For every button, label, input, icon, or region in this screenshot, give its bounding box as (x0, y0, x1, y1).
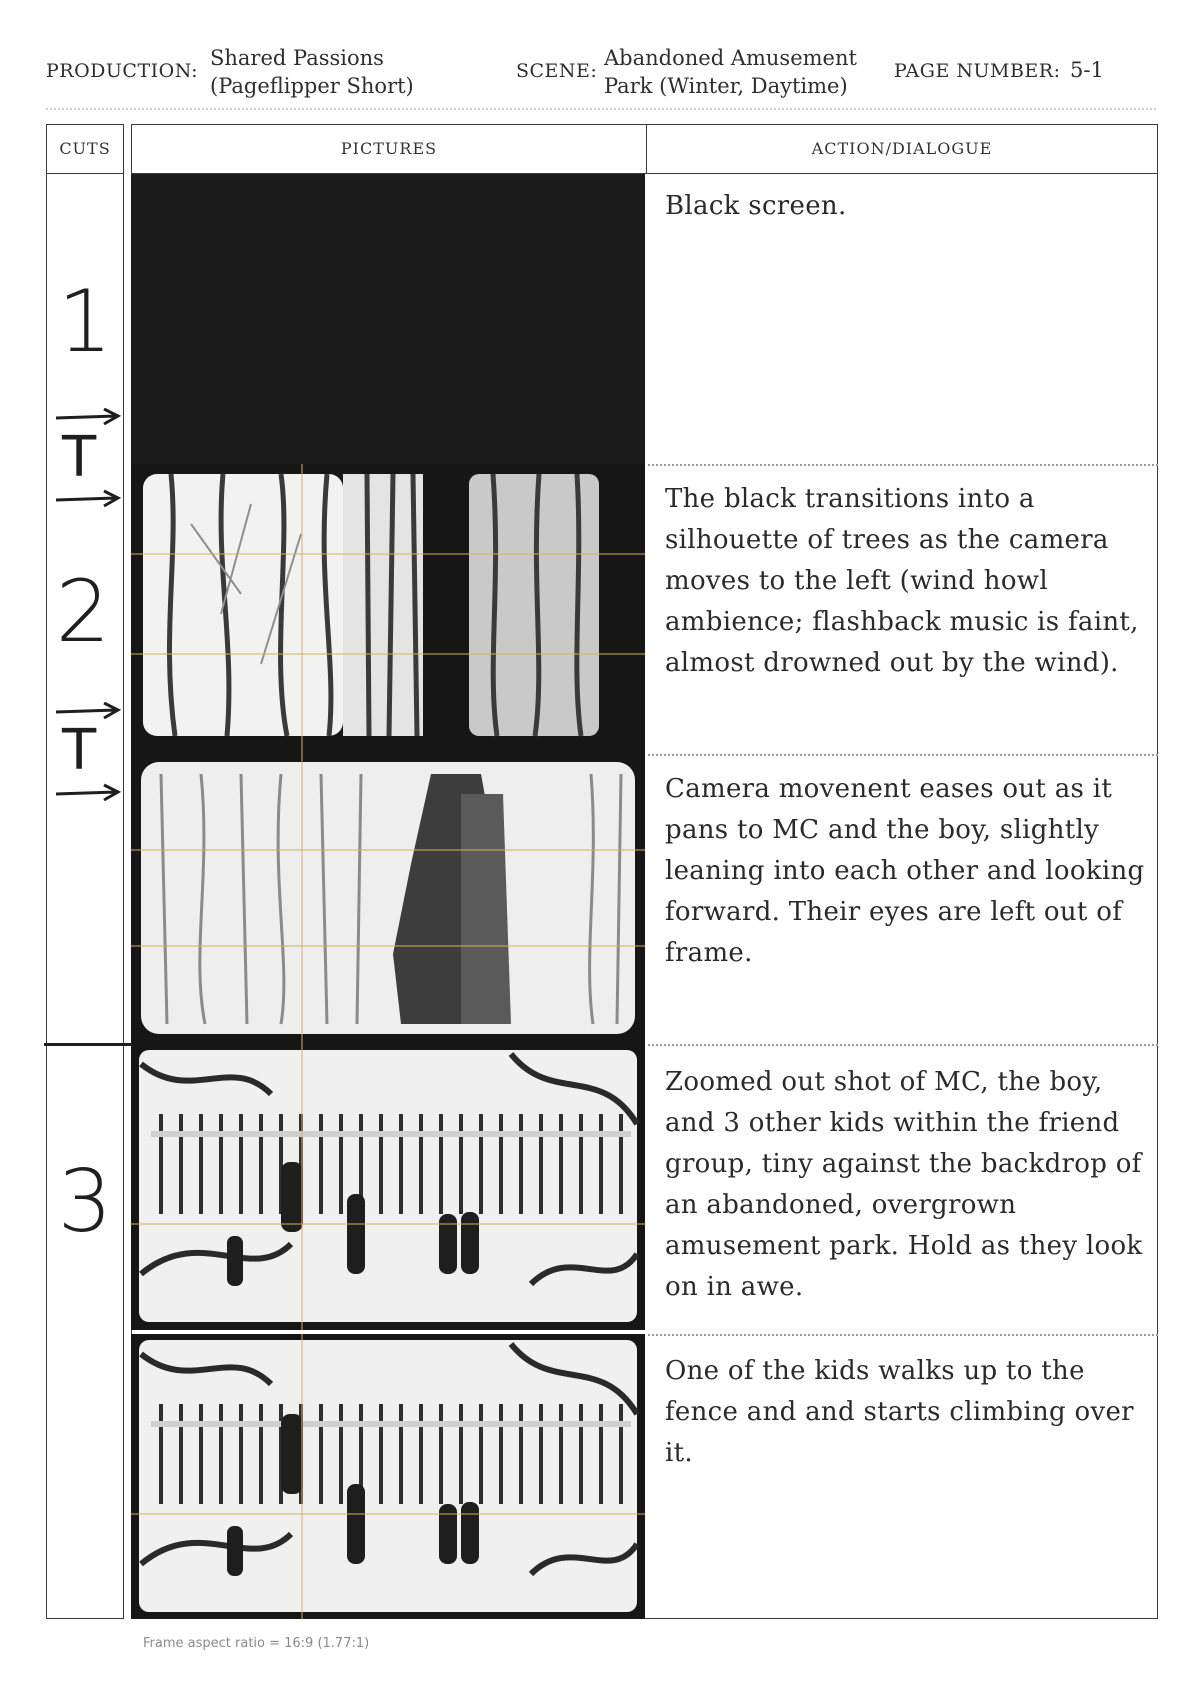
scene-line-1: Abandoned Amusement (604, 46, 857, 70)
action-text-1: Black screen. (665, 191, 847, 221)
scene-value (604, 44, 857, 100)
scene-line-2: Park (Winter, Daytime) (604, 74, 848, 98)
production-subtitle: (Pageflipper Short) (210, 74, 414, 98)
scene-label: SCENE: (516, 60, 598, 82)
panel-1-black-screen (131, 174, 645, 464)
action-text-4: Zoomed out shot of MC, the boy, and 3 other kids within the friend group, tiny against the backdrop of an abandoned, overgrown amusement park. Hold as they look on in awe. (665, 1067, 1143, 1302)
trees-sketch (131, 464, 645, 754)
cut-number-1: 1 (57, 272, 113, 372)
climb-fence-sketch (131, 1334, 645, 1619)
transition-mark-2: T (62, 718, 97, 783)
panel-2-tree-silhouette (131, 464, 645, 754)
frame-aspect-ratio-note: Frame aspect ratio = 16:9 (1.77:1) (143, 1636, 370, 1651)
transition-arrows-1 (54, 408, 126, 508)
action-text-2: The black transitions into a silhouette of trees as the camera moves to the left (wind howl ambience; flashback music is faint, almost drowned out by the wind). (665, 484, 1139, 678)
mc-boy-sketch (131, 754, 645, 1044)
panel-3-mc-and-boy (131, 754, 645, 1044)
cut-divider (44, 1043, 132, 1046)
panel-4-park-wide-shot (131, 1044, 645, 1330)
production-title: Shared Passions (210, 46, 384, 70)
page-number-label: PAGE NUMBER: (894, 60, 1061, 82)
row-divider-4 (648, 1334, 1158, 1336)
header-divider (46, 108, 1156, 110)
action-header: ACTION/DIALOGUE (811, 139, 993, 158)
cut-number-3: 3 (57, 1152, 113, 1252)
cuts-header: CUTS (59, 139, 111, 158)
transition-arrows-2 (54, 702, 126, 802)
row-divider-3 (648, 1044, 1158, 1046)
action-text-5: One of the kids walks up to the fence and and starts climbing over it. (665, 1356, 1134, 1468)
production-value (210, 44, 414, 100)
production-label: PRODUCTION: (46, 60, 199, 82)
park-wide-sketch (131, 1044, 645, 1330)
transition-mark-1: T (62, 425, 97, 490)
row-divider-1 (648, 464, 1158, 466)
pictures-header: PICTURES (340, 139, 438, 158)
page-number-value: 5-1 (1070, 58, 1104, 82)
panel-5-kid-climbs-fence (131, 1334, 645, 1619)
action-text-3: Camera movenent eases out as it pans to MC and the boy, slightly leaning into each other and looking forward. Their eyes are left out of frame. (665, 774, 1145, 968)
row-divider-2 (648, 754, 1158, 756)
cut-number-2: 2 (55, 562, 111, 662)
